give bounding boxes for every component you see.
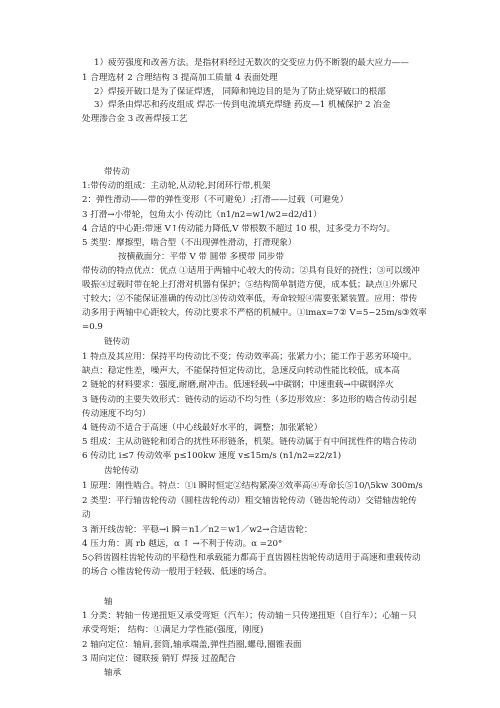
text-line: 5◇斜齿圆柱齿轮传动的平稳性和承载能力都高于直齿圆柱齿轮传动适用于高速和重载传动 bbox=[82, 553, 421, 563]
text-line: 2：弹性滑动——带的弹性变形（不可避免）;打滑——过载（可避免） bbox=[82, 195, 349, 205]
text-line: 承受弯矩； 结构：①满足力学性能(强度，刚度) bbox=[82, 625, 264, 635]
text-line: 3 打滑→小带轮，包角太小 传动比（n1/n2=w1/w2=d2/d1） bbox=[82, 210, 322, 220]
text-line: 1:带传动的组成：主动轮,从动轮,封闭环行带,机架 bbox=[82, 181, 271, 191]
text-line: 1 分类：转轴－传递扭矩又承受弯矩（汽车）；传动轴－只传递扭矩（自行车）；心轴－只 bbox=[82, 611, 417, 621]
text-line: 6 传动比 i≤7 传动效率 p≤100kw 速度 v≤15m/s (n1/n2=z2/z1) bbox=[82, 451, 342, 461]
text-line: 3）焊条由焊芯和药皮组成 焊芯一传到电流填充焊缝 药皮—1 机械保护 2 冶金 bbox=[94, 100, 391, 110]
section-heading: 带传动 bbox=[104, 167, 130, 177]
text-line: 带传动的特点优点：优点 ①适用于两轴中心较大的传动；②具有良好的挠性；③可以缓冲 bbox=[82, 266, 420, 276]
section-heading: 链传动 bbox=[104, 337, 130, 347]
text-line: 缺点：稳定性差，噪声大，不能保持恒定传动比，急速反向转动性能比较低，成本高 bbox=[82, 366, 400, 376]
text-line: 3 周向定位：键联接 销钉 焊接 过盈配合 bbox=[82, 654, 236, 664]
text-line: 1 合理选材 2 合理结构 3 提高加工质量 4 表面处理 bbox=[82, 73, 278, 83]
text-line: 2）焊接开破口是为了保证焊透， 同障和钝边目的是为了防止烧穿破口的根部 bbox=[94, 87, 386, 97]
text-line: 动 bbox=[82, 510, 91, 520]
text-line: 吸振④过载时带在轮上打滑对机器有保护；⑤结构简单制造方便，成本低；缺点①外廓尺 bbox=[82, 280, 418, 290]
text-line: 2 类型：平行轴齿轮传动（圆柱齿轮传动）粗交轴齿轮传动（链齿轮传动）交错轴齿轮传 bbox=[82, 496, 417, 506]
text-line: 的场合 ◇锥齿轮传动一般用于轻载、低速的场合。 bbox=[82, 567, 272, 577]
text-line: 3 渐开线齿轮：平稳→i 瞬＝n1／n2＝w1／w2→合适齿轮： bbox=[82, 525, 313, 535]
text-line: 1）疲劳强度和改善方法。是指材料经过无数次的交变应力仍不断裂的最大应力—— bbox=[94, 58, 409, 68]
text-line: 2 链轮的材料要求：强度,耐磨,耐冲击。低速轻载→中碳钢；中速重载→中碳钢淬火 bbox=[82, 380, 394, 390]
text-line: 4 压力角：离 rb 越远，α ↑ →不利于传动。α =20° bbox=[82, 539, 283, 549]
text-line: 3 链传动的主要失效形式：链传动的运动不均匀性（多边形效应：多边形的啮合传动引起 bbox=[82, 395, 417, 405]
text-line: 1 原理：刚性啮合。特点：①i 瞬时恒定②结构紧凑③效率高④寿命长⑤10/\5kw 300m/s bbox=[82, 481, 423, 491]
section-heading: 齿轮传动 bbox=[104, 466, 139, 476]
text-line: 4 合适的中心距:带速 V↑传动能力降低,V 带根数不超过 10 根，过多受力不均匀。 bbox=[82, 224, 396, 234]
text-line: 按横截面分：平带 V 带 圆带 多楔带 同步带 bbox=[118, 252, 284, 262]
text-line: 寸较大；②不能保证准确的传动比③传动效率低，寿命较短④需要张紧装置。应用：带传 bbox=[82, 294, 418, 304]
section-heading: 轴承 bbox=[104, 668, 122, 678]
text-line: 传动速度不均匀） bbox=[82, 409, 151, 419]
section-heading: 轴 bbox=[104, 597, 113, 607]
text-line: 5 组成：主从动链轮和闭合的扰性环形链条，机架。链传动属于有中间扰性件的啮合传动 bbox=[82, 437, 417, 447]
text-line: 1 特点及其应用：保持平均传动比不变；传动效率高；张紧力小；能工作于恶劣环境中。 bbox=[82, 352, 417, 362]
text-line: =0.9 bbox=[82, 322, 103, 332]
text-line: 4 链传动不适合于高速（中心线最好水平的，调整；加张紧轮） bbox=[82, 423, 323, 433]
text-line: 动多用于两轴中心距较大，传动比要求不严格的机械中。①imax=7② V=5~25m/s③效率 bbox=[82, 308, 427, 318]
text-line: 2 轴向定位：轴肩,套筒,轴承端盖,弹性挡圈,螺母,圈锥表面 bbox=[82, 640, 302, 650]
text-line: 处理渗合金 3 改善焊接工艺 bbox=[82, 114, 188, 124]
text-line: 5 类型：摩擦型，啮合型（不出现弹性滑动，打滑现象） bbox=[82, 238, 297, 248]
